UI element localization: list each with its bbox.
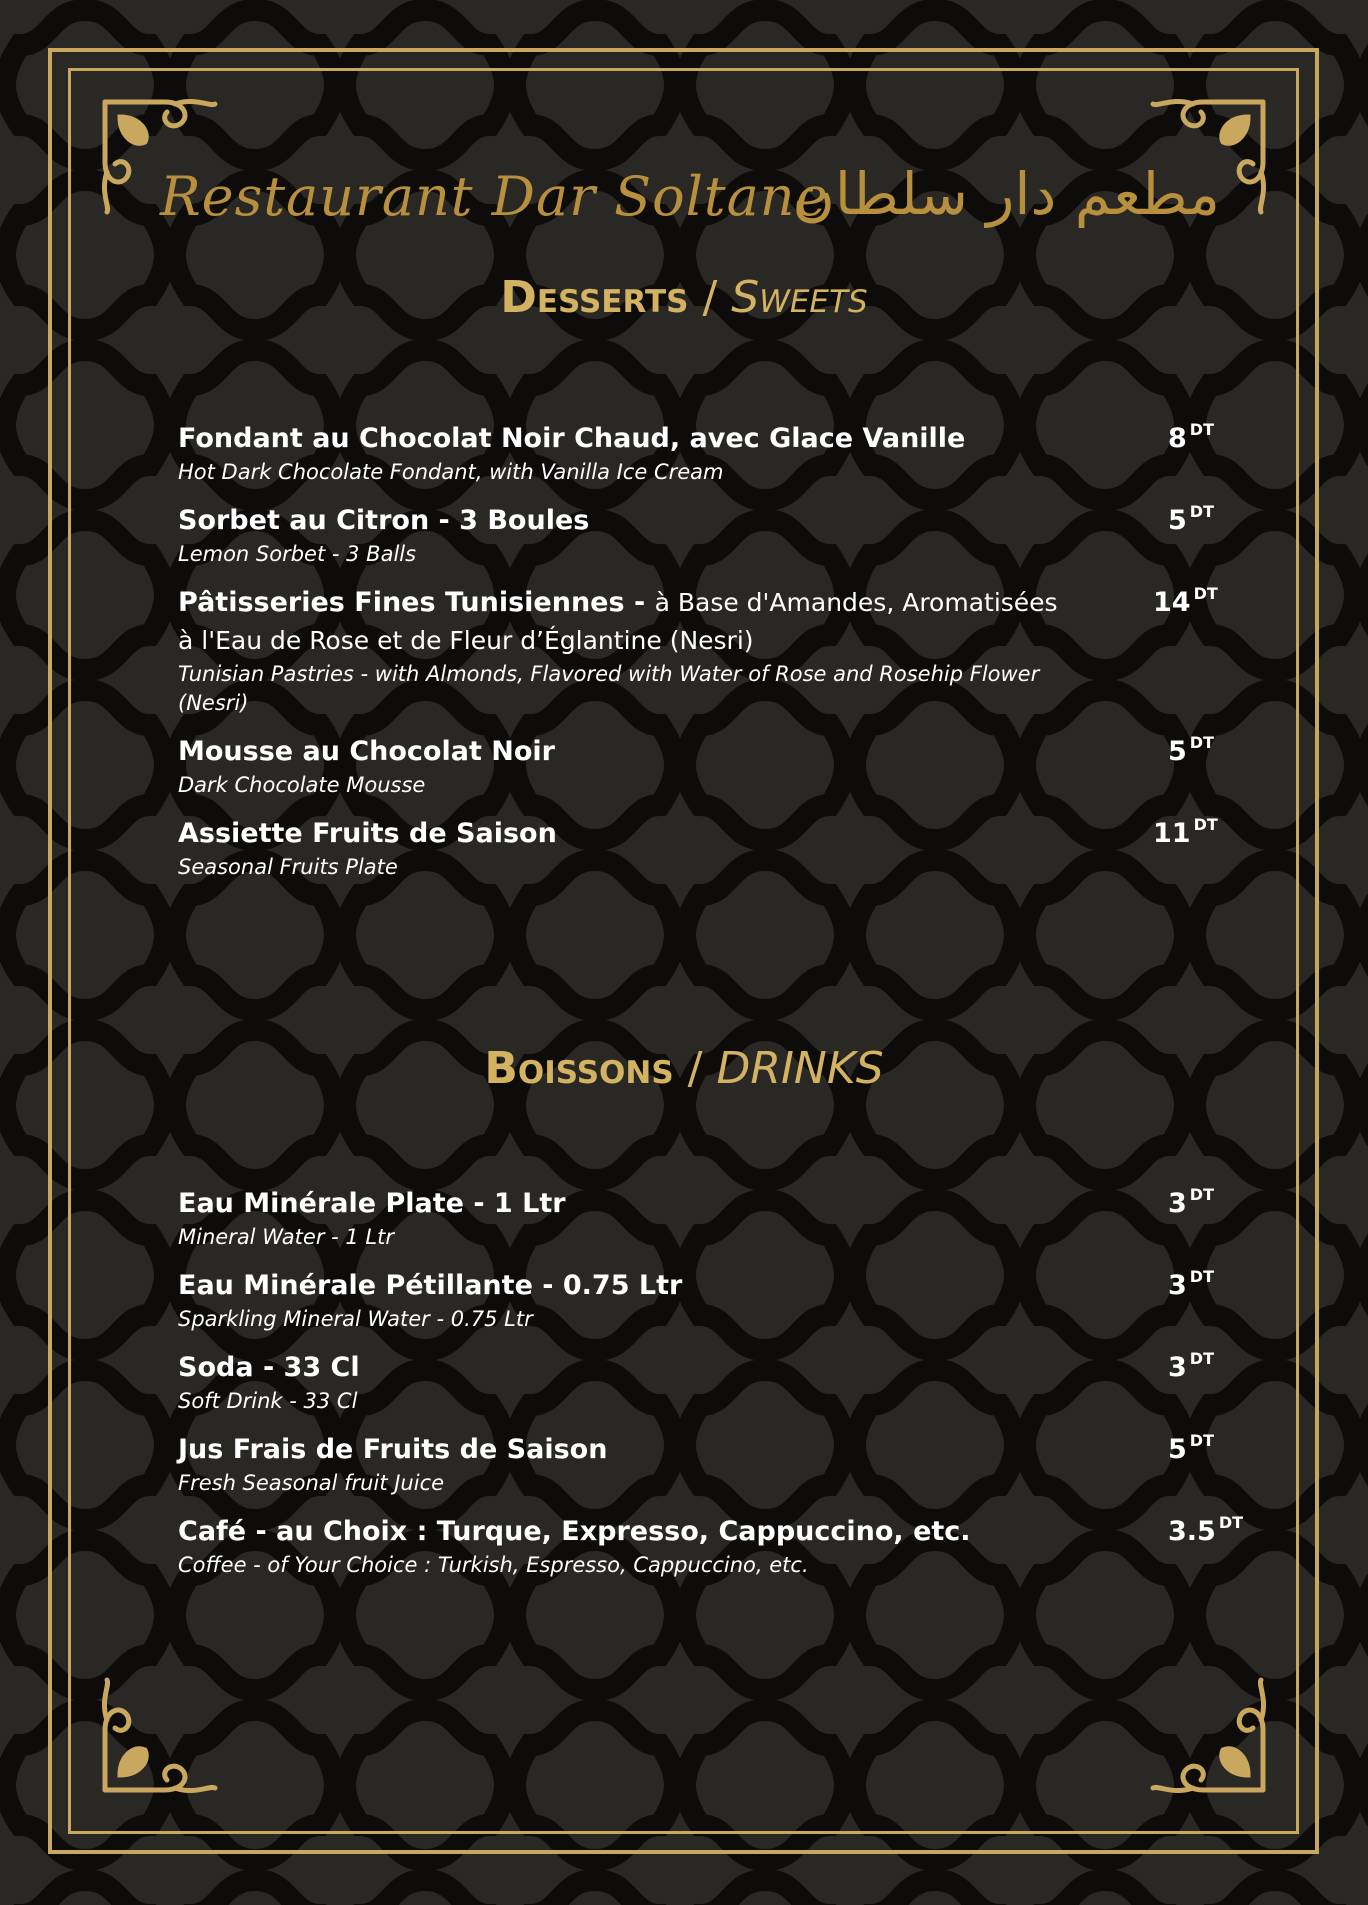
item-name: Eau Minérale Plate - 1 Ltr — [178, 1188, 566, 1219]
item-name-main: Pâtisseries Fines Tunisiennes - — [178, 587, 646, 618]
item-price — [1168, 1431, 1214, 1469]
item-name: Eau Minérale Pétillante - 0.75 Ltr — [178, 1270, 683, 1301]
price-currency: DT — [1189, 502, 1214, 521]
menu-item — [178, 733, 1258, 800]
item-name: Café - au Choix : Turque, Expresso, Cappuccino, etc. — [178, 1516, 971, 1547]
item-name: Sorbet au Citron - 3 Boules — [178, 505, 590, 536]
item-price — [1168, 1267, 1214, 1305]
item-price — [1153, 815, 1218, 853]
price-value: 5 — [1168, 736, 1187, 767]
price-currency: DT — [1189, 733, 1214, 752]
price-currency: DT — [1189, 1267, 1214, 1286]
item-name: Soda - 33 Cl — [178, 1352, 360, 1383]
item-description: Sparkling Mineral Water - 0.75 Ltr — [178, 1307, 533, 1331]
menu-item — [178, 815, 1258, 882]
restaurant-name: Restaurant Dar Soltane — [160, 165, 829, 228]
price-currency: DT — [1189, 420, 1214, 439]
item-name: Mousse au Chocolat Noir — [178, 736, 555, 767]
item-name-extra: à Base d'Amandes, Aromatisées à l'Eau de Rose et de Fleur d’Églantine (Nesri) — [178, 588, 1058, 655]
item-price — [1168, 502, 1214, 540]
price-currency: DT — [1189, 1185, 1214, 1204]
item-description: Hot Dark Chocolate Fondant, with Vanilla Ice Cream — [178, 460, 724, 484]
item-name: Fondant au Chocolat Noir Chaud, avec Glace Vanille — [178, 423, 966, 454]
item-price — [1168, 1513, 1243, 1551]
section-title-en: Sweets — [731, 272, 868, 323]
item-price — [1153, 584, 1218, 622]
item-description: Tunisian Pastries - with Almonds, Flavored with Water of Rose and Rosehip Flower (Nesri) — [178, 662, 1040, 715]
menu-item — [178, 1431, 1258, 1498]
corner-ornament-icon — [1143, 1670, 1273, 1800]
item-description: Lemon Sorbet - 3 Balls — [178, 542, 417, 566]
menu-item — [178, 1185, 1258, 1252]
item-description: Seasonal Fruits Plate — [178, 855, 398, 879]
item-description: Coffee - of Your Choice : Turkish, Espresso, Cappuccino, etc. — [178, 1553, 809, 1577]
menu-item — [178, 502, 1258, 569]
section-title-separator: / — [687, 1043, 703, 1094]
price-value: 3 — [1168, 1352, 1187, 1383]
price-currency: DT — [1189, 1431, 1214, 1450]
section-title-drinks — [0, 1043, 1368, 1094]
section-title-fr: Boissons — [484, 1043, 674, 1094]
corner-ornament-icon — [95, 1670, 225, 1800]
price-value: 8 — [1168, 423, 1187, 454]
price-currency: DT — [1189, 1349, 1214, 1368]
menu-item — [178, 1349, 1258, 1416]
price-value: 3.5 — [1168, 1516, 1216, 1547]
desserts-list — [178, 420, 1258, 897]
item-price — [1168, 1185, 1214, 1223]
price-currency: DT — [1193, 584, 1218, 603]
item-name: Assiette Fruits de Saison — [178, 818, 557, 849]
price-currency: DT — [1218, 1513, 1244, 1532]
item-price — [1168, 733, 1214, 771]
restaurant-name-arabic: مطعم دار سلطان — [792, 160, 1220, 228]
price-currency: DT — [1193, 815, 1218, 834]
price-value: 14 — [1153, 587, 1191, 618]
menu-item — [178, 420, 1258, 487]
section-title-desserts — [0, 272, 1368, 323]
drinks-list — [178, 1185, 1258, 1595]
menu-item — [178, 1267, 1258, 1334]
section-title-en: DRINKS — [716, 1043, 884, 1094]
item-description: Dark Chocolate Mousse — [178, 773, 426, 797]
price-value: 5 — [1168, 505, 1187, 536]
price-value: 11 — [1153, 818, 1191, 849]
menu-item — [178, 584, 1258, 718]
section-title-separator: / — [702, 272, 718, 323]
price-value: 3 — [1168, 1188, 1187, 1219]
item-description: Fresh Seasonal fruit Juice — [178, 1471, 445, 1495]
item-description: Soft Drink - 33 Cl — [178, 1389, 358, 1413]
menu-item — [178, 1513, 1258, 1580]
item-price — [1168, 1349, 1214, 1387]
item-price — [1168, 420, 1214, 458]
section-title-fr: Desserts — [500, 272, 689, 323]
price-value: 5 — [1168, 1434, 1187, 1465]
item-name — [178, 584, 1078, 660]
item-description: Mineral Water - 1 Ltr — [178, 1225, 394, 1249]
item-name: Jus Frais de Fruits de Saison — [178, 1434, 608, 1465]
price-value: 3 — [1168, 1270, 1187, 1301]
